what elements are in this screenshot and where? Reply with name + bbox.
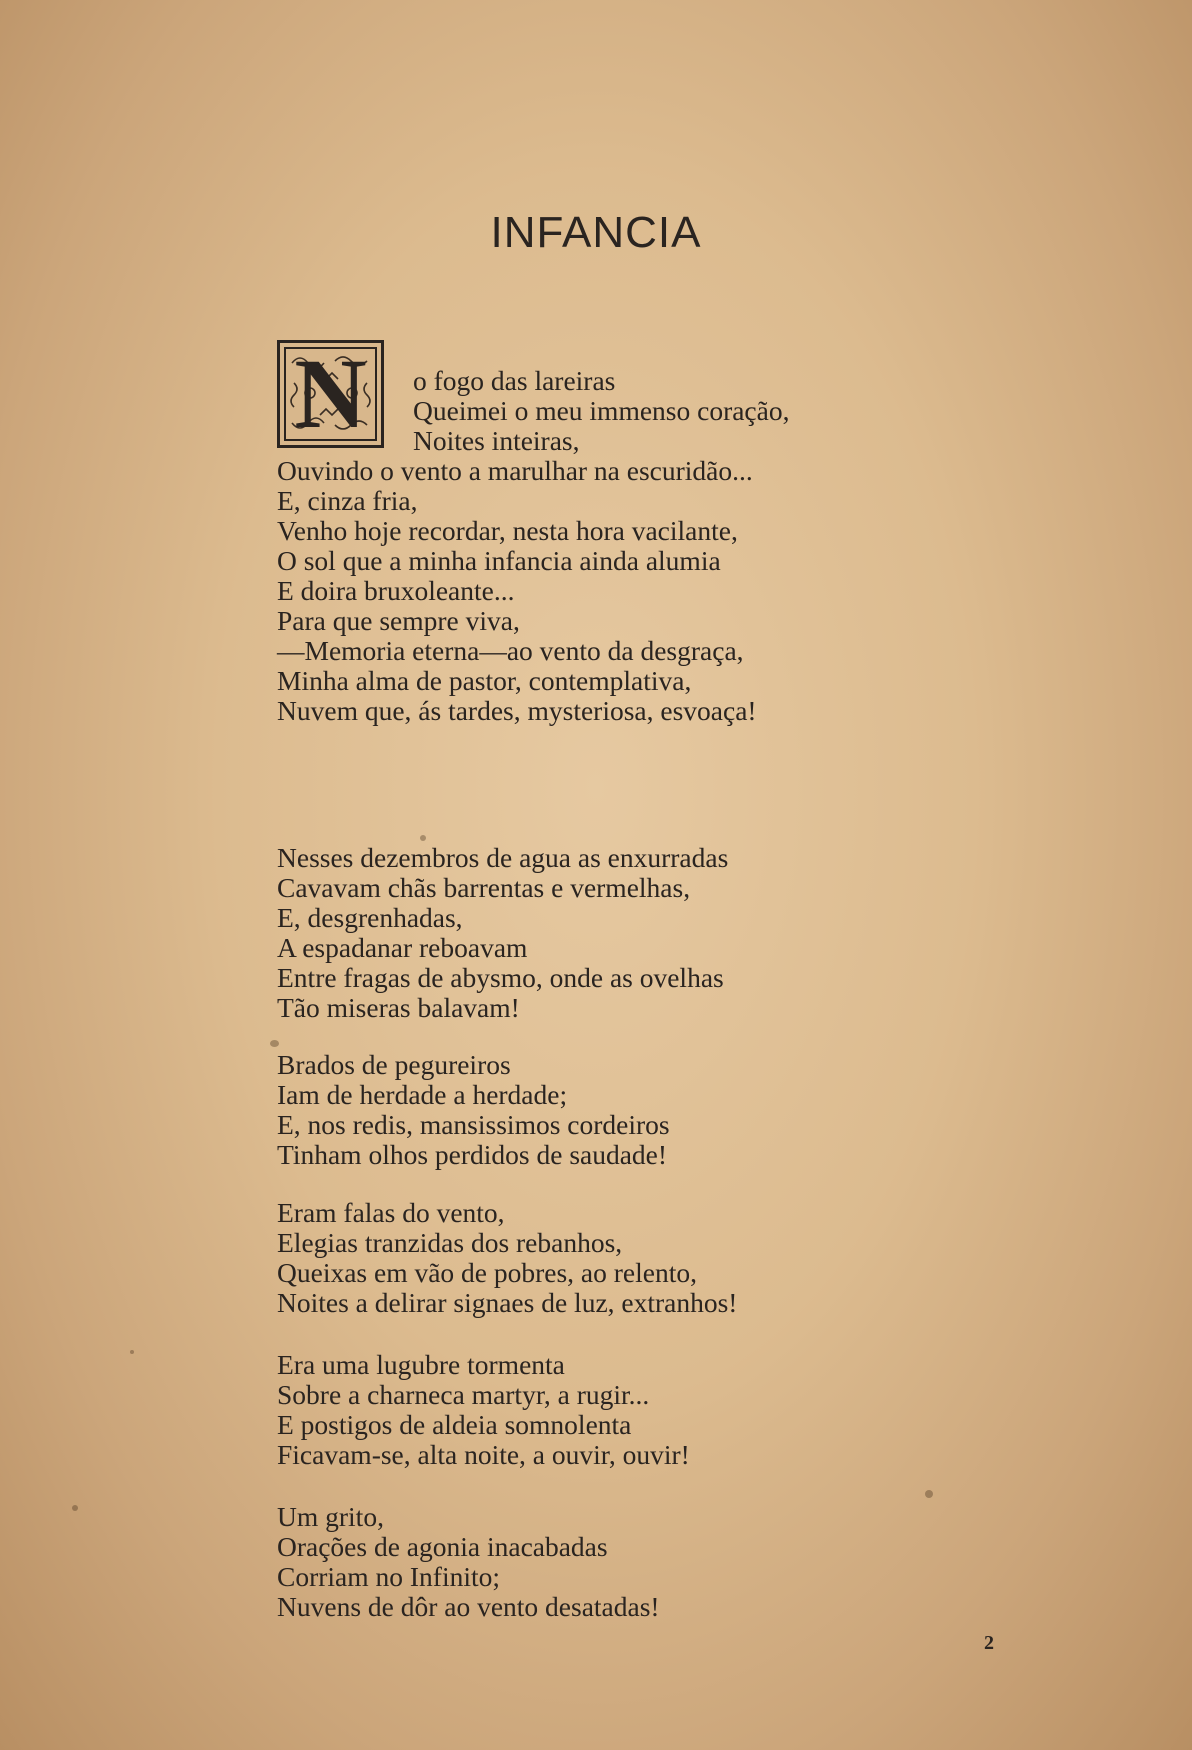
poem-line: Um grito, bbox=[277, 1501, 384, 1532]
poem-line: Sobre a charneca martyr, a rugir... bbox=[277, 1379, 650, 1410]
poem-line: E, desgrenhadas, bbox=[277, 902, 463, 933]
poem-line: E, nos redis, mansissimos cordeiros bbox=[277, 1109, 670, 1140]
stanza-5 bbox=[277, 1350, 690, 1470]
poem-line: Orações de agonia inacabadas bbox=[277, 1531, 608, 1562]
poem-line: Elegias tranzidas dos rebanhos, bbox=[277, 1227, 623, 1258]
poem-line: Era uma lugubre tormenta bbox=[277, 1349, 565, 1380]
poem-line: Cavavam chãs barrentas e vermelhas, bbox=[277, 872, 691, 903]
stanza-1 bbox=[277, 366, 789, 726]
page-number: 2 bbox=[984, 1632, 994, 1654]
dropcap-letter: N bbox=[294, 340, 367, 448]
poem-line: Tão miseras balavam! bbox=[277, 992, 520, 1023]
poem-line: Ouvindo o vento a marulhar na escuridão... bbox=[277, 455, 753, 486]
poem-line: Eram falas do vento, bbox=[277, 1197, 505, 1228]
stanza-2 bbox=[277, 843, 728, 1023]
poem-line: Minha alma de pastor, contemplativa, bbox=[277, 665, 692, 696]
poem-line: A espadanar reboavam bbox=[277, 932, 528, 963]
poem-line: Queixas em vão de pobres, ao relento, bbox=[277, 1257, 697, 1288]
poem-line: Iam de herdade a herdade; bbox=[277, 1079, 568, 1110]
poem-line: E doira bruxoleante... bbox=[277, 575, 515, 606]
paper-speck bbox=[420, 835, 426, 841]
poem-line: Para que sempre viva, bbox=[277, 605, 520, 636]
poem-line: Noites a delirar signaes de luz, extranhos! bbox=[277, 1287, 738, 1318]
poem-line: Brados de pegureiros bbox=[277, 1049, 511, 1080]
poem-line: E, cinza fria, bbox=[277, 485, 418, 516]
poem-line: Tinham olhos perdidos de saudade! bbox=[277, 1139, 668, 1170]
poem-line: —Memoria eterna—ao vento da desgraça, bbox=[277, 635, 744, 666]
poem-line: E postigos de aldeia somnolenta bbox=[277, 1409, 632, 1440]
poem-line: Nuvem que, ás tardes, mysteriosa, esvoaça! bbox=[277, 695, 757, 726]
paper-speck bbox=[72, 1505, 78, 1511]
poem-line: Nesses dezembros de agua as enxurradas bbox=[277, 842, 729, 873]
paper-speck bbox=[270, 1040, 279, 1047]
paper-speck bbox=[130, 1350, 134, 1354]
poem-line: Queimei o meu immenso coração, bbox=[413, 395, 790, 426]
stanza-4 bbox=[277, 1198, 737, 1318]
stanza-3 bbox=[277, 1050, 670, 1170]
poem-line: Nuvens de dôr ao vento desatadas! bbox=[277, 1591, 660, 1622]
poem-line: Corriam no Infinito; bbox=[277, 1561, 501, 1592]
poem-line: O sol que a minha infancia ainda alumia bbox=[277, 545, 721, 576]
poem-line: Ficavam-se, alta noite, a ouvir, ouvir! bbox=[277, 1439, 690, 1470]
poem-title: INFANCIA bbox=[490, 208, 702, 257]
paper-speck bbox=[925, 1490, 933, 1498]
poem-line: Venho hoje recordar, nesta hora vacilante, bbox=[277, 515, 738, 546]
poem-line: Noites inteiras, bbox=[413, 425, 580, 456]
poem-line: Entre fragas de abysmo, onde as ovelhas bbox=[277, 962, 724, 993]
poem-line: o fogo das lareiras bbox=[413, 365, 616, 396]
stanza-6 bbox=[277, 1502, 660, 1622]
